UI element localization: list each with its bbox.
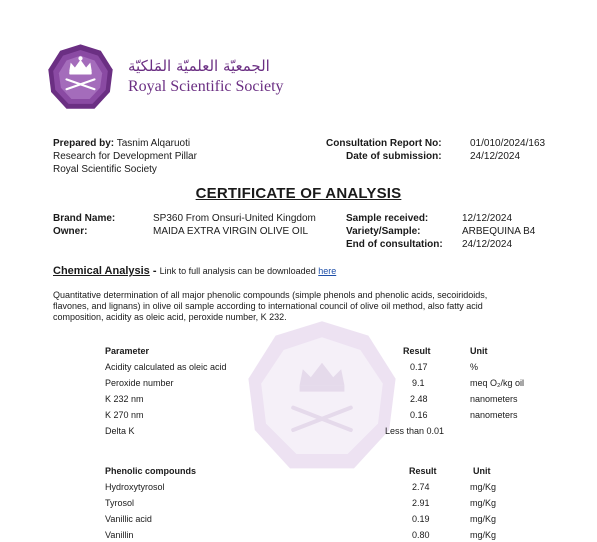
table2-row-unit: mg/Kg [470,514,497,524]
chem-note: Link to full analysis can be downloaded [159,266,319,276]
brand-value: SP360 From Onsuri-United Kingdom [153,213,316,224]
org-name: Royal Scientific Society [128,78,284,95]
watermark-logo-icon [242,318,402,478]
table2-row-compound: Tyrosol [105,498,135,508]
chem-dash: - [149,265,160,277]
table1-header-parameter: Parameter [105,346,150,356]
chem-analysis-line [53,261,336,279]
table1-row-result: 0.16 [410,410,428,420]
consult-report-value: 01/010/2024/163 [470,138,546,149]
table1-row-param: Delta K [105,426,135,436]
table1-row-result: 9.1 [412,378,425,388]
table1-row-param: K 270 nm [105,410,144,420]
variety-value: ARBEQUINA B4 [462,226,536,237]
table2-row-unit: mg/Kg [470,530,497,540]
rss-logo-icon [43,43,118,113]
table2-row-result: 2.74 [412,482,430,492]
prepared-by-label: Prepared by: [53,138,115,149]
prepared-by-name: Tasnim Alqaruoti [116,138,191,149]
table1-row-unit: % [470,362,479,372]
table1-row-param: Peroxide number [105,378,174,388]
table2-header-compound: Phenolic compounds [105,466,197,476]
owner-label: Owner: [53,226,88,237]
prepared-by-org: Royal Scientific Society [53,164,157,175]
table1-row-unit: meq O₂/kg oil [470,378,525,388]
table2-row-result: 2.91 [412,498,430,508]
consult-report-label: Consultation Report No: [326,138,442,149]
submission-date-label: Date of submission: [346,151,442,162]
prepared-by [53,137,190,150]
brand-label: Brand Name: [53,213,116,224]
table2-header-unit: Unit [473,466,491,476]
table1-header-unit: Unit [470,346,488,356]
table2-row-compound: Vanillin [105,530,134,540]
description-line-3: composition, acidity as oleic acid, peroxide number, K 232. [53,312,287,322]
sample-received-label: Sample received: [346,213,429,224]
table1-row-unit: nanometers [470,394,518,404]
submission-date-value: 24/12/2024 [470,151,521,162]
table1-row-result: Less than 0.01 [385,426,445,436]
owner-value: MAIDA EXTRA VIRGIN OLIVE OIL [153,226,309,237]
sample-received-value: 12/12/2024 [462,213,513,224]
org-name-arabic: الجمعيّة العلميّة المَلكيّة [128,57,270,75]
table1-row-result: 0.17 [410,362,428,372]
table2-row-compound: Vanillic acid [105,514,152,524]
table2-row-unit: mg/Kg [470,498,497,508]
variety-label: Variety/Sample: [346,226,421,237]
download-link[interactable]: here [318,266,337,276]
table2-row-result: 0.19 [412,514,430,524]
table2-header-result: Result [409,466,437,476]
table1-row-param: K 232 nm [105,394,144,404]
description-line-1: Quantitative determination of all major phenolic compounds (simple phenols and phenolic acids, secoiridoids, [53,290,488,300]
prepared-by-dept: Research for Development Pillar [53,151,197,162]
table2-row-compound: Hydroxytyrosol [105,482,165,492]
table2-row-unit: mg/Kg [470,482,497,492]
table1-row-unit: nanometers [470,410,518,420]
end-consultation-label: End of consultation: [346,239,443,250]
table1-row-result: 2.48 [410,394,428,404]
table1-row-param: Acidity calculated as oleic acid [105,362,227,372]
description-line-2: flavones, and lignans) in olive oil sample according to international council of olive oil method, also fatty acid [53,301,483,311]
table2-row-result: 0.80 [412,530,430,540]
end-consultation-value: 24/12/2024 [462,239,513,250]
certificate-title: CERTIFICATE OF ANALYSIS [195,185,402,202]
table1-header-result: Result [403,346,431,356]
chem-analysis-heading: Chemical Analysis [53,265,150,277]
